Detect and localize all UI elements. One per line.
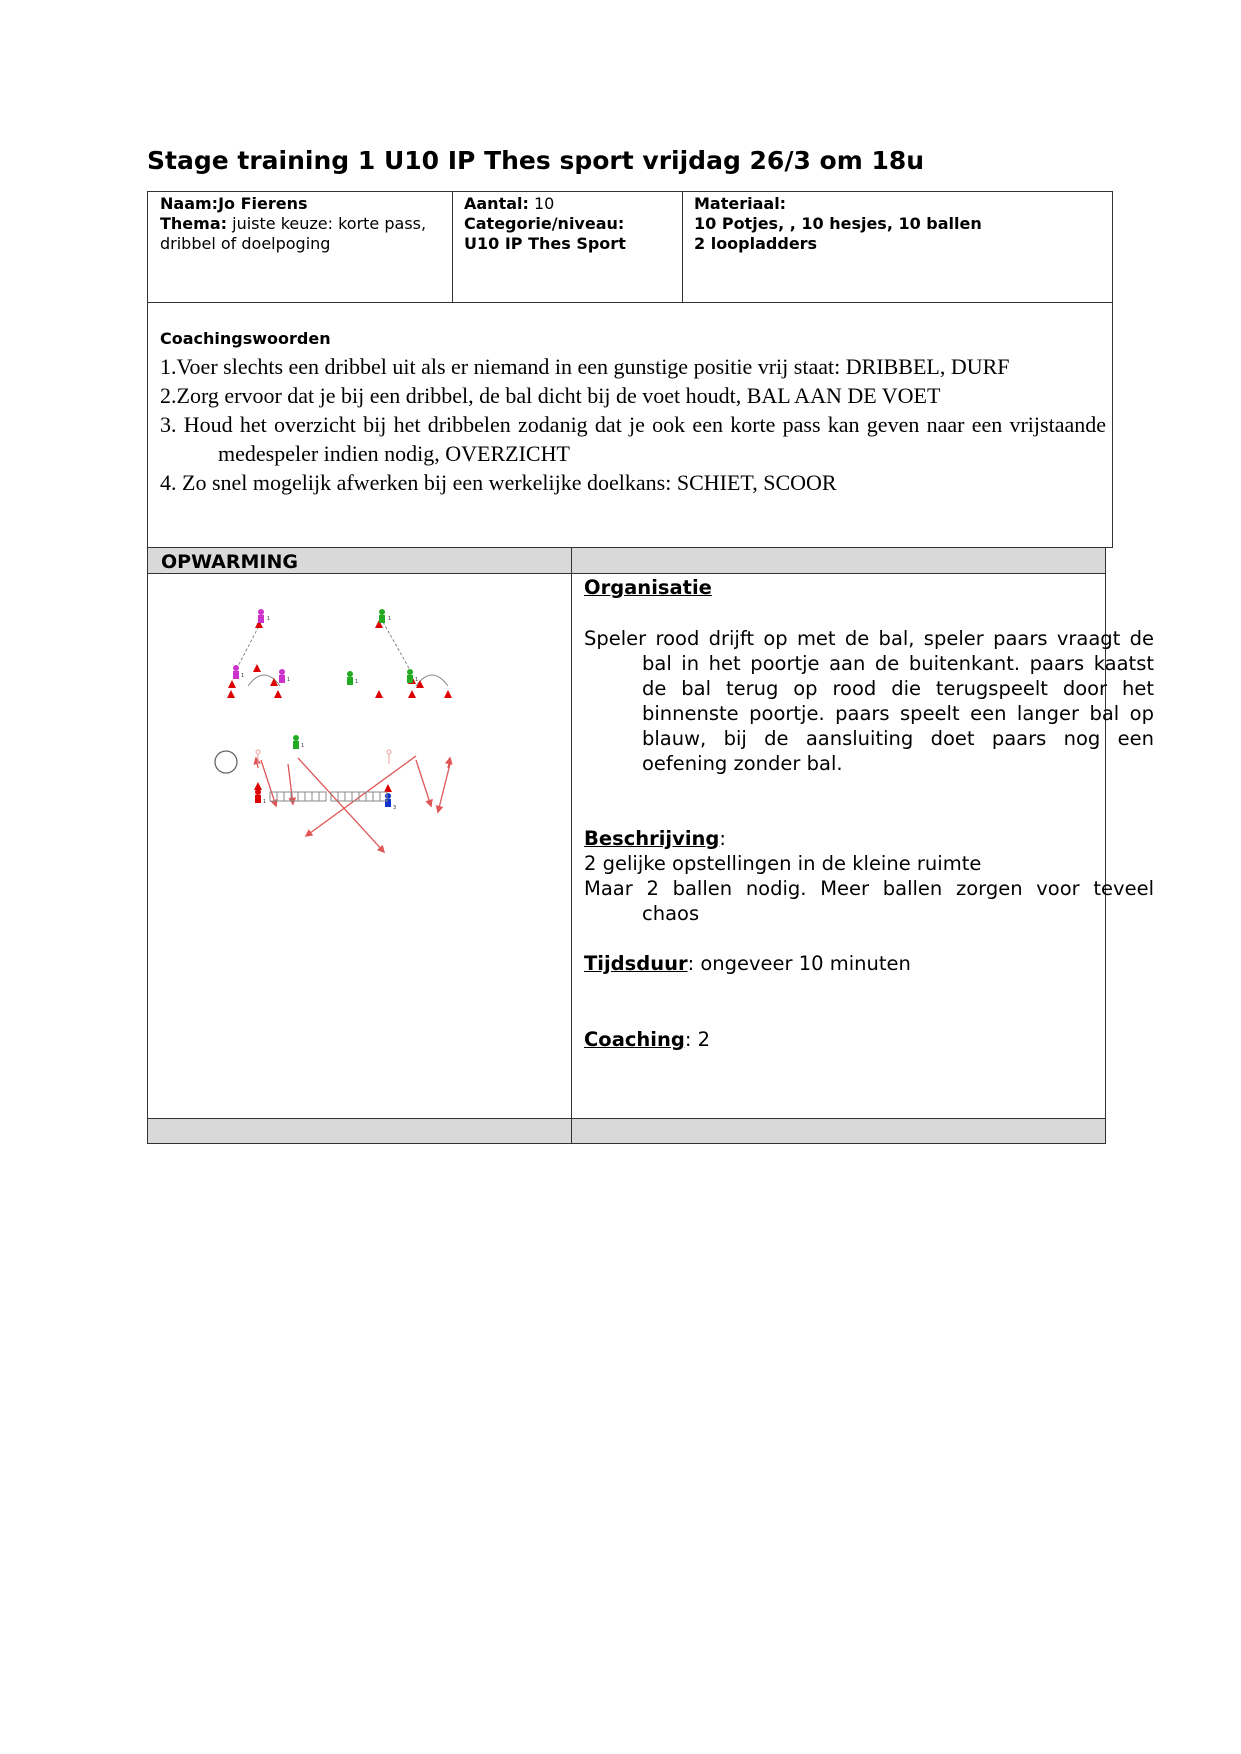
player-green-top bbox=[379, 609, 391, 623]
player-purple-left bbox=[233, 665, 244, 679]
info-cell-name bbox=[147, 191, 453, 303]
player-number: 1 bbox=[241, 673, 245, 679]
player-number: 1 bbox=[388, 616, 392, 622]
pass-arrows bbox=[256, 756, 451, 852]
ladder-icon bbox=[270, 792, 326, 801]
coaching-heading-2: Coaching bbox=[584, 1028, 685, 1051]
coaching-heading: Coachingswoorden bbox=[160, 329, 331, 348]
materiaal-label: Materiaal: bbox=[694, 194, 787, 213]
coaching-list bbox=[160, 352, 1106, 497]
categorie-value: U10 IP Thes Sport bbox=[464, 234, 626, 253]
organisatie-text: Speler rood drijft op met de bal, speler paars vraagt de bal in het poortje aan de buitenkant. paars kaatst de bal terug op rood die terugspeelt door het binnenste poortje. paars speelt een langer bal op blauw, bij de aansluiting doet paars nog een oefening zonder bal. bbox=[584, 627, 1154, 775]
coaching-value: : 2 bbox=[684, 1028, 711, 1051]
player-green-center bbox=[293, 735, 304, 749]
page-title: Stage training 1 U10 IP Thes sport vrijdag 26/3 om 18u bbox=[147, 146, 925, 175]
coaching-item: 3. Houd het overzicht bij het dribbelen zodanig dat je ook een korte pass kan geven naar een vrijstaande medespeler indien nodig, OVERZICHT bbox=[160, 412, 1106, 466]
player-number: 1 bbox=[263, 799, 267, 805]
section-title: OPWARMING bbox=[161, 551, 298, 573]
aantal-value: 10 bbox=[528, 194, 555, 213]
organisatie-heading: Organisatie bbox=[584, 576, 712, 599]
ball-icon bbox=[215, 751, 237, 773]
ladder-icon bbox=[331, 792, 387, 801]
aantal-label: Aantal: bbox=[464, 194, 529, 213]
categorie-label: Categorie/niveau: bbox=[464, 214, 625, 233]
player-number: 1 bbox=[355, 679, 359, 685]
player-red-bottom bbox=[255, 789, 266, 805]
ghost-markers bbox=[256, 750, 391, 764]
thema-value: juiste keuze: korte pass, bbox=[227, 214, 427, 233]
player-purple-top bbox=[258, 609, 270, 623]
coaching-item: 4. Zo snel mogelijk afwerken bij een werkelijke doelkans: SCHIET, SCOOR bbox=[160, 470, 837, 495]
tijdsduur-value: : ongeveer 10 minuten bbox=[687, 952, 911, 975]
naam-label: Naam: bbox=[160, 194, 219, 213]
naam-value: Jo Fierens bbox=[218, 194, 308, 213]
info-cell-materiaal bbox=[682, 191, 1113, 303]
player-number: 1 bbox=[415, 677, 419, 683]
coaching-item: 2.Zorg ervoor dat je bij een dribbel, de bal dicht bij de voet houdt, BAL AAN DE VOET bbox=[160, 383, 941, 408]
materiaal-line1: 10 Potjes, , 10 hesjes, 10 ballen bbox=[694, 214, 982, 233]
tijdsduur-heading: Tijdsduur bbox=[584, 952, 688, 975]
beschrijving-heading: Beschrijving bbox=[584, 827, 720, 850]
player-number: 1 bbox=[287, 677, 291, 683]
thema-value-cont: dribbel of doelpoging bbox=[160, 234, 331, 253]
materiaal-line2: 2 loopladders bbox=[694, 234, 818, 253]
player-number: 1 bbox=[267, 616, 271, 622]
player-number: 1 bbox=[301, 743, 305, 749]
beschrijving-line1: 2 gelijke opstellingen in de kleine ruimte bbox=[584, 852, 982, 875]
player-purple-inner bbox=[279, 669, 290, 683]
coaching-item: 1.Voer slechts een dribbel uit als er niemand in een gunstige positie vrij staat: DRIBBEL, DURF bbox=[160, 354, 1010, 379]
section-footer-right bbox=[571, 1118, 1106, 1144]
player-number: 3 bbox=[393, 805, 397, 811]
thema-label: Thema: bbox=[160, 214, 228, 233]
drill-diagram bbox=[148, 574, 571, 1118]
beschrijving-line2: Maar 2 ballen nodig. Meer ballen zorgen voor teveel chaos bbox=[584, 877, 1154, 925]
section-header-right bbox=[571, 547, 1106, 574]
section-footer-left bbox=[147, 1118, 572, 1144]
player-green-right bbox=[407, 669, 418, 683]
info-cell-aantal bbox=[452, 191, 683, 303]
player-green-inner bbox=[347, 671, 358, 685]
